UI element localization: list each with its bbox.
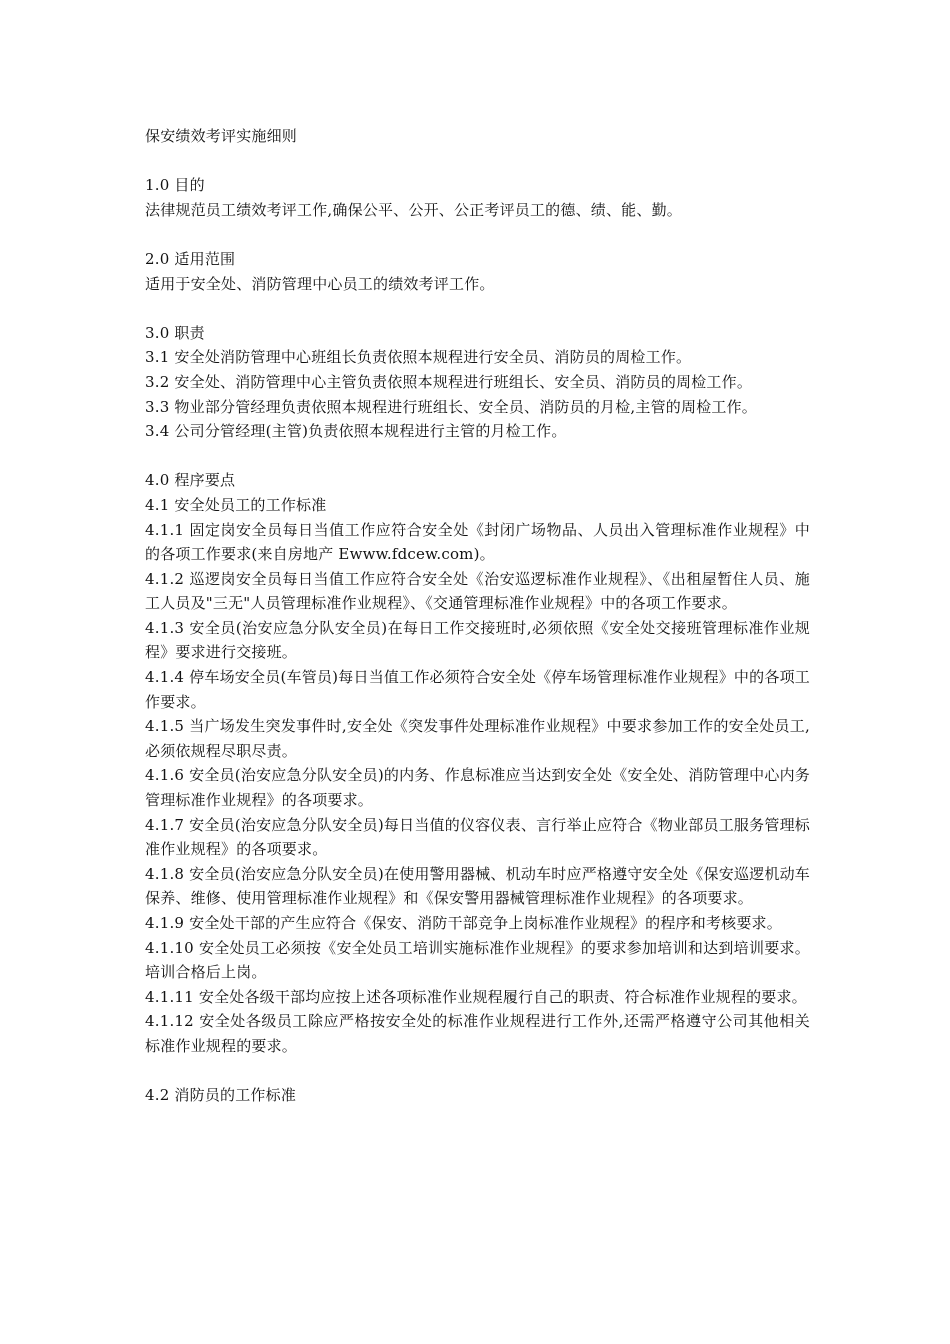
procedure-item: 4.1.4 停车场安全员(车管员)每日当值工作必须符合安全处《停车场管理标准作业规程》中的各项工作要求。: [145, 668, 810, 711]
spacer: [145, 444, 810, 469]
procedure-item: 4.1.2 巡逻岗安全员每日当值工作应符合安全处《治安巡逻标准作业规程》、《出租屋暂住人员、施工人员及"三无"人员管理标准作业规程》、《交通管理标准作业规程》中的各项工作要求。: [145, 569, 810, 613]
subsection-heading-firefighters: 4.2 消防员的工作标准: [145, 1086, 297, 1105]
spacer: [145, 222, 810, 247]
document-body: [145, 124, 810, 1108]
section-text-scope: 适用于安全处、消防管理中心员工的绩效考评工作。: [145, 274, 495, 293]
section-heading-procedure: 4.0 程序要点: [145, 471, 236, 490]
section-heading-purpose: 1.0 目的: [145, 176, 205, 195]
spacer: [145, 149, 810, 174]
responsibility-item: 3.3 物业部分管经理负责依照本规程进行班组长、安全员、消防员的月检,主管的周检工作。: [145, 397, 757, 416]
spacer: [145, 1059, 810, 1084]
section-heading-scope: 2.0 适用范围: [145, 249, 236, 268]
procedure-item: 4.1.8 安全员(治安应急分队安全员)在使用警用器械、机动车时应严格遵守安全处《保安巡逻机动车保养、维修、使用管理标准作业规程》和《保安警用器械管理标准作业规程》的各项要求。: [145, 864, 810, 908]
section-heading-responsibilities: 3.0 职责: [145, 323, 205, 342]
procedure-item: 4.1.1 固定岗安全员每日当值工作应符合安全处《封闭广场物品、人员出入管理标准作业规程》中的各项工作要求(来自房地产 Ewww.fdcew.com)。: [145, 520, 810, 564]
procedure-item: 4.1.12 安全处各级员工除应严格按安全处的标准作业规程进行工作外,还需严格遵守公司其他相关标准作业规程的要求。: [145, 1012, 810, 1055]
responsibility-item: 3.1 安全处消防管理中心班组长负责依照本规程进行安全员、消防员的周检工作。: [145, 348, 692, 367]
section-text-purpose: 法律规范员工绩效考评工作,确保公平、公开、公正考评员工的德、绩、能、勤。: [145, 200, 682, 219]
subsection-heading-security-staff: 4.1 安全处员工的工作标准: [145, 495, 327, 514]
procedure-item: 4.1.5 当广场发生突发事件时,安全处《突发事件处理标准作业规程》中要求参加工作的安全处员工,必须依规程尽职尽责。: [145, 717, 810, 760]
spacer: [145, 296, 810, 321]
procedure-item: 4.1.11 安全处各级干部均应按上述各项标准作业规程履行自己的职责、符合标准作业规程的要求。: [145, 987, 807, 1006]
procedure-item: 4.1.7 安全员(治安应急分队安全员)每日当值的仪容仪表、言行举止应符合《物业部员工服务管理标准作业规程》的各项要求。: [145, 815, 810, 859]
responsibility-item: 3.2 安全处、消防管理中心主管负责依照本规程进行班组长、安全员、消防员的周检工作。: [145, 372, 753, 391]
responsibility-item: 3.4 公司分管经理(主管)负责依照本规程进行主管的月检工作。: [145, 422, 567, 441]
procedure-item: 4.1.6 安全员(治安应急分队安全员)的内务、作息标准应当达到安全处《安全处、消防管理中心内务管理标准作业规程》的各项要求。: [145, 766, 810, 810]
document-title: 保安绩效考评实施细则: [145, 127, 298, 145]
procedure-item: 4.1.3 安全员(治安应急分队安全员)在每日工作交接班时,必须依照《安全处交接班管理标准作业规程》要求进行交接班。: [145, 618, 810, 662]
procedure-item: 4.1.9 安全处干部的产生应符合《保安、消防干部竞争上岗标准作业规程》的程序和考核要求。: [145, 914, 782, 932]
procedure-item: 4.1.10 安全处员工必须按《安全处员工培训实施标准作业规程》的要求参加培训和达到培训要求。培训合格后上岗。: [145, 938, 810, 982]
